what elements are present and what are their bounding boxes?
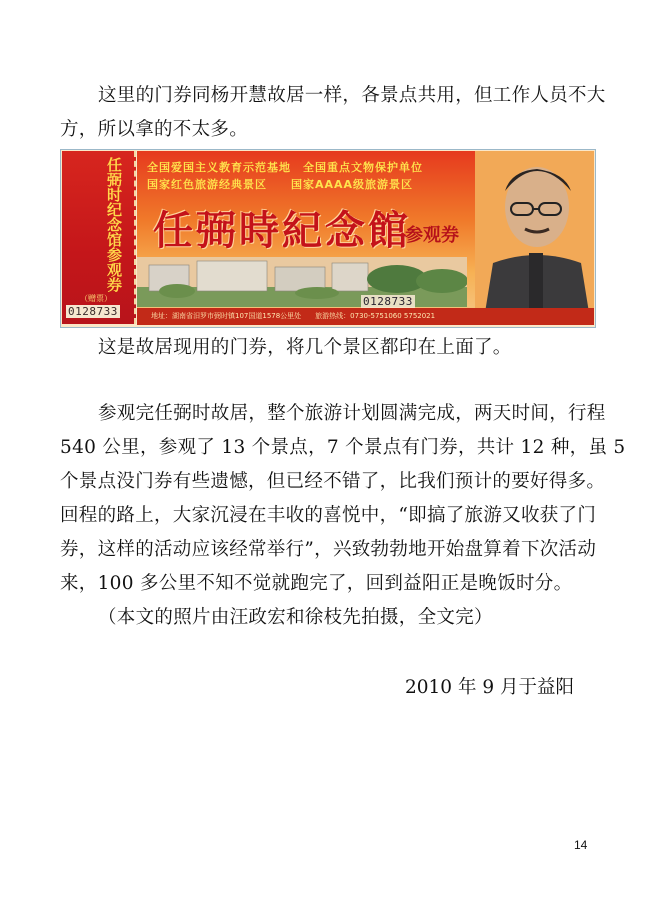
ticket-stub-number: 0128733 bbox=[68, 305, 118, 318]
body-line-5: 券，这样的活动应该经常举行”，兴致勃勃地开始盘算着下次活动 bbox=[60, 539, 597, 560]
intro-line-2: 方，所以拿的不太多。 bbox=[60, 119, 249, 140]
ticket-stub-tag: （赠票） bbox=[80, 294, 112, 303]
body-line-3: 个景点没门券有些遗憾，但已经不错了，比我们预计的要好得多。 bbox=[60, 471, 606, 492]
intro-paragraph bbox=[60, 79, 606, 147]
intro-line-1: 这里的门券同杨开慧故居一样，各景点共用，但工作人员不大 bbox=[98, 85, 606, 106]
ticket-caption bbox=[60, 331, 596, 365]
body-line-2: 540 公里，参观了 13 个景点，7 个景点有门券，共计 12 种，虽 5 bbox=[60, 437, 626, 458]
ticket-banner-1: 全国爱国主义教育示范基地 全国重点文物保护单位 bbox=[147, 161, 423, 174]
ticket-banner-2: 国家红色旅游经典景区 国家AAAA级旅游景区 bbox=[147, 178, 414, 191]
body-paragraph bbox=[60, 397, 626, 635]
page-number: 14 bbox=[574, 838, 588, 852]
ticket-stub bbox=[62, 151, 136, 324]
body-line-1: 参观完任弼时故居，整个旅游计划圆满完成，两天时间，行程 bbox=[98, 403, 606, 424]
ticket-title: 任弼時紀念館 bbox=[153, 207, 411, 254]
ticket-stub-title: 任弼时纪念馆参观券 bbox=[105, 157, 123, 292]
ticket-address: 地址：湖南省汨罗市弼时镇107国道1578公里处 旅游热线：0730-5751060 5752021 bbox=[151, 312, 436, 320]
memorial-buildings-illustration bbox=[137, 257, 467, 307]
body-line-4: 回程的路上，大家沉浸在丰收的喜悦中，“即搞了旅游又收获了门 bbox=[60, 505, 597, 526]
ticket-main bbox=[137, 151, 594, 325]
ticket-number: 0128733 bbox=[363, 295, 413, 308]
ticket-subtitle: 参观券 bbox=[405, 225, 459, 246]
ticket-footer-strip bbox=[137, 308, 594, 325]
body-line-6: 来，100 多公里不知不觉就跑完了，回到益阳正是晚饭时分。 bbox=[60, 573, 573, 594]
date-signature: 2010 年 9 月于益阳 bbox=[405, 677, 574, 698]
ticket-image bbox=[60, 149, 596, 328]
body-line-7-credit: （本文的照片由汪政宏和徐枝先拍摄，全文完） bbox=[98, 607, 493, 628]
portrait-illustration bbox=[475, 151, 594, 325]
caption-line: 这是故居现用的门券，将几个景区都印在上面了。 bbox=[98, 337, 512, 358]
